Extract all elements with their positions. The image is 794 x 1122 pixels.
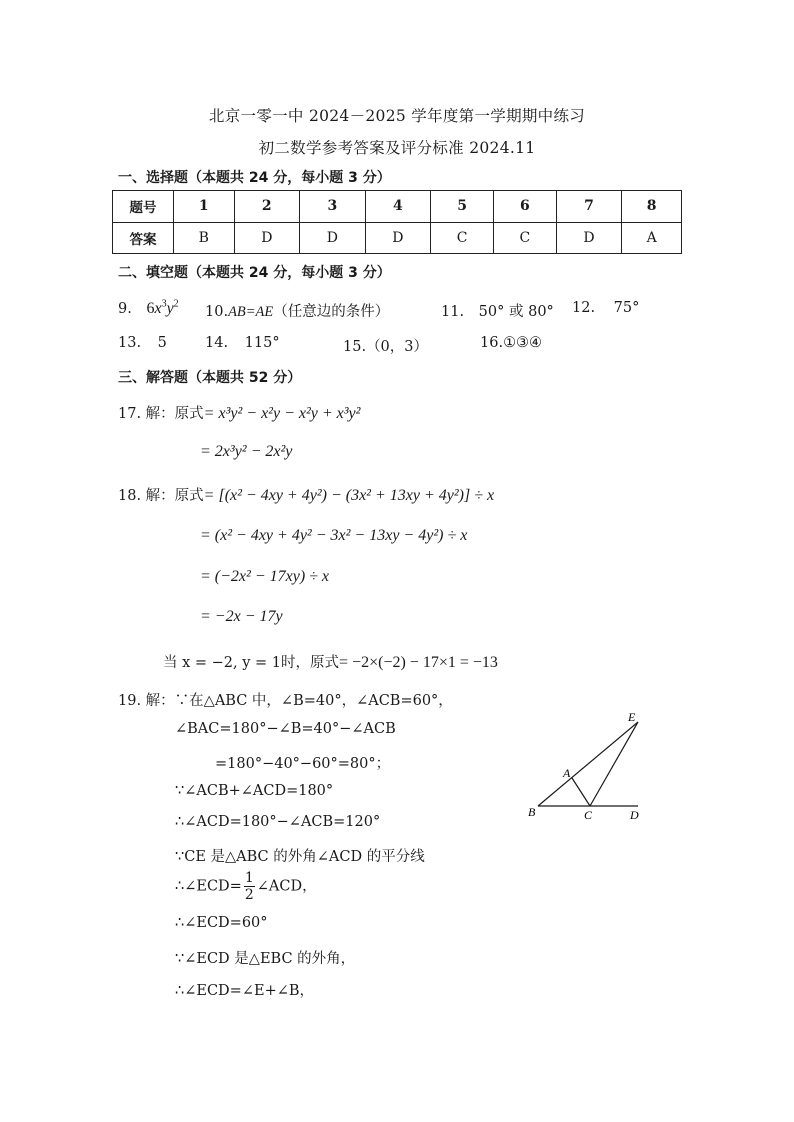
table-header-cell: 答案 <box>113 222 174 254</box>
solution-text: ∠ACD， <box>256 878 317 895</box>
solution-q19-line3: =180°−40°−60°=80°； <box>215 756 391 772</box>
solution-expr: = −2x − 17y <box>200 608 283 625</box>
solution-q19-line8: ∴∠ECD=60° <box>175 915 268 931</box>
solution-q19-line2: ∠BAC=180°−∠B=40°−∠ACB <box>175 721 396 737</box>
solution-q17-line2 <box>200 443 292 461</box>
table-cell: 5 <box>431 191 494 223</box>
solution-q19-line4: ∵∠ACB+∠ACD=180° <box>175 783 334 799</box>
solution-q18-line5 <box>163 651 498 672</box>
solution-label: 18. 解：原式 <box>118 488 204 504</box>
solution-expr: = −2×(−2) − 17×1 = −13 <box>339 654 498 671</box>
question-number: 15. <box>343 339 367 355</box>
table-cell: 4 <box>365 191 431 223</box>
answer-table <box>112 190 682 254</box>
question-number: 10. <box>205 304 229 320</box>
table-row <box>113 222 682 254</box>
answer-text: ①③④ <box>503 335 543 351</box>
label-b: B <box>528 805 536 819</box>
question-number: 16. <box>480 335 504 351</box>
table-cell: D <box>300 222 366 254</box>
label-d: D <box>630 808 639 822</box>
answer-q15 <box>343 335 428 356</box>
solution-q18-line1 <box>118 484 494 505</box>
solution-q19-line7 <box>175 870 317 903</box>
denominator: 2 <box>244 887 254 903</box>
answer-text: 5 <box>157 335 167 351</box>
section-heading-solution: 三、解答题（本题共 52 分） <box>118 370 302 386</box>
table-cell: C <box>431 222 494 254</box>
answer-q9 <box>118 300 179 318</box>
solution-text: ∴∠ECD= <box>175 878 242 895</box>
answer-note: （任意边的条件） <box>273 304 390 320</box>
var-y: y <box>166 300 174 317</box>
solution-q17-line1 <box>118 402 360 423</box>
numerator: 1 <box>244 870 254 886</box>
answer-q12 <box>572 300 639 316</box>
solution-q19-line10: ∴∠ECD=∠E+∠B， <box>175 983 315 999</box>
answer-q14 <box>205 335 280 351</box>
answer-q13 <box>118 335 167 351</box>
solution-q19-line6: ∵CE 是△ABC 的外角∠ACD 的平分线 <box>175 849 425 865</box>
table-cell: 2 <box>234 191 300 223</box>
answer-text: 50° 或 80° <box>478 304 554 320</box>
solution-expr: = (x² − 4xy + 4y² − 3x² − 13xy − 4y²) ÷ x <box>200 527 468 544</box>
table-header-cell: 题号 <box>113 191 174 223</box>
answer-math: AB=AE <box>228 304 274 320</box>
answer-q10 <box>205 300 389 321</box>
answer-text: 75° <box>613 300 640 316</box>
table-row <box>113 191 682 223</box>
fraction-one-half <box>244 870 255 903</box>
solution-expr: = 2x³y² − 2x²y <box>200 443 293 460</box>
line-ac <box>572 778 590 806</box>
exp: 2 <box>173 298 179 310</box>
line-be <box>538 722 638 806</box>
table-cell: D <box>365 222 431 254</box>
question-number: 9. <box>118 301 132 317</box>
section-heading-choice: 一、选择题（本题共 24 分，每小题 3 分） <box>118 170 391 186</box>
answer-q16 <box>480 335 542 351</box>
table-cell: D <box>556 222 622 254</box>
solution-text: ∵在△ABC 中，∠B=40°，∠ACB=60°， <box>174 693 453 709</box>
label-e: E <box>628 710 636 724</box>
table-cell: D <box>234 222 300 254</box>
question-number: 14. <box>205 335 229 351</box>
table-cell: 7 <box>556 191 622 223</box>
document-title: 北京一零一中 2024－2025 学年度第一学期期中练习 <box>208 107 586 125</box>
table-cell: B <box>174 222 235 254</box>
var-x: x <box>154 300 162 317</box>
coef: 6 <box>146 300 155 317</box>
solution-q18-line3 <box>200 568 329 586</box>
triangle-figure <box>520 708 650 828</box>
table-cell: 6 <box>493 191 556 223</box>
answer-q9-expr <box>146 300 178 317</box>
solution-text: 当 x = −2, y = 1时，原式 <box>163 655 340 671</box>
table-cell: 3 <box>300 191 366 223</box>
solution-label: 19. 解： <box>118 693 175 709</box>
solution-q19-line1 <box>118 689 453 710</box>
question-number: 13. <box>118 335 142 351</box>
line-ce <box>590 722 638 806</box>
table-cell: A <box>622 222 682 254</box>
answer-q11 <box>441 300 554 321</box>
answer-text: （0，3） <box>366 339 429 355</box>
solution-expr: = x³y² − x²y − x²y + x³y² <box>203 405 361 422</box>
exp: 3 <box>161 298 167 310</box>
table-cell: C <box>493 222 556 254</box>
solution-q18-line2 <box>200 527 467 545</box>
label-a: A <box>563 766 571 780</box>
solution-expr: = (−2x² − 17xy) ÷ x <box>200 568 330 585</box>
table-cell: 1 <box>174 191 235 223</box>
question-number: 12. <box>572 300 596 316</box>
table-cell: 8 <box>622 191 682 223</box>
answer-text: 115° <box>244 335 280 351</box>
section-heading-fill: 二、填空题（本题共 24 分，每小题 3 分） <box>118 265 391 281</box>
solution-q19-line9: ∵∠ECD 是△EBC 的外角， <box>175 951 356 967</box>
solution-expr: = [(x² − 4xy + 4y²) − (3x² + 13xy + 4y²)] ÷ x <box>203 487 495 504</box>
question-number: 11. <box>441 304 465 320</box>
document-subtitle: 初二数学参考答案及评分标准 2024.11 <box>258 139 536 157</box>
label-c: C <box>584 808 593 822</box>
solution-label: 17. 解：原式 <box>118 406 204 422</box>
solution-q18-line4 <box>200 608 283 626</box>
solution-q19-line5: ∴∠ACD=180°−∠ACB=120° <box>175 814 381 830</box>
